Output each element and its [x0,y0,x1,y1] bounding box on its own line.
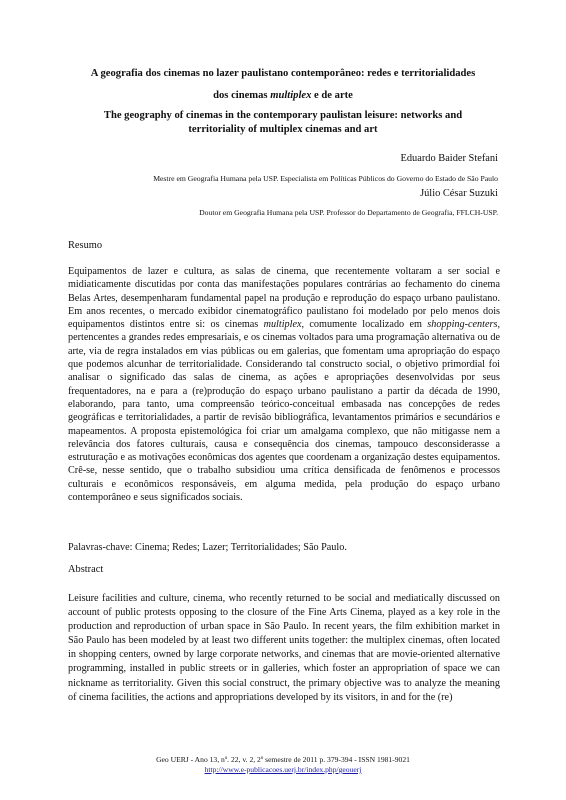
title-english-line-2: territoriality of multiplex cinemas and art [188,124,378,135]
title-pt-line2-pre: dos cinemas [213,90,271,101]
title-english-line-1: The geography of cinemas in the contemporary paulistan leisure: networks and [103,110,463,121]
title-pt-line2-italic: multiplex [270,90,312,101]
keywords: Palavras-chave: Cinema; Redes; Lazer; Territorialidades; São Paulo. [68,542,347,553]
title-portuguese-line-2 [68,89,498,103]
resumo-text-1: Equipamentos de lazer e cultura, as salas de cinema, que recentemente voltaram a ser social e midiaticamente discutidas por conta das manifestações populares contrárias ao fechamento do cinema Belas Artes, desempenharam fundamental papel na produção e reprodução do espaço urbano paulistano. Em anos recentes, o mercado exibidor cinematográfico paulistano foi modelado por pelo menos dois equipamentos distintos entre si: os cinemas [68,266,500,331]
author-name-1: Eduardo Baider Stefani [400,153,498,164]
title-portuguese-line-1: A geografia dos cinemas no lazer paulistano contemporâneo: redes e territorialidades [90,68,476,79]
resumo-text-2: , comumente localizado em [301,319,428,331]
author-name-2: Júlio César Suzuki [420,188,498,199]
journal-url-line [0,765,566,775]
title-english [68,109,498,137]
journal-url-link[interactable]: http://www.e-publicacoes.uerj.br/index.php/geouerj [204,765,362,774]
resumo-body [68,265,500,504]
journal-citation: Geo UERJ - Ano 13, nº. 22, v. 2, 2º semestre de 2011 p. 379-394 - ISSN 1981-9021 [156,755,410,764]
resumo-text-3: , pertencentes a grandes redes empresariais, e os cinemas voltados para uma programação alternativa ou de arte, via de regra instalados em vias públicas ou em galerias, que fomentam uma apropriação do espaço que podemos alcunhar de territorialidade. Considerando tal constructo social, o objetivo primordial foi analisar o significado das salas de cinema, as ações e apropriações desenvolvidas por seus frequentadores, na e para a (re)produção do espaço urbano paulistano a partir da década de 1990, elaborando, para tanto, uma compreensão teórico-conceitual embasada nas concepções de redes geográficas e territorialidades, a partir de revisão bibliográfica, levantamentos primários e secundários e mapeamentos. A proposta epistemológica foi criar um amalgama complexo, que não mitigasse nem a relevância dos fatores culturais, causa e consequência dos cinemas, tampouco desconsiderasse a estruturação e as motivações econômicas dos agentes que coordenam a organização destes equipamentos. Crê-se, nesse sentido, que o trabalho subsidiou uma crítica densificada de fenômenos e processos culturais e econômicos responsáveis, em alguma medida, pela produção do espaço urbano contemporâneo e seus significados sociais. [68,319,500,504]
author-affiliation-2: Doutor em Geografia Humana pela USP. Professor do Departamento de Geografia, FFLCH-USP. [199,208,498,217]
resumo-heading: Resumo [68,240,103,251]
author-affiliation-1: Mestre em Geografia Humana pela USP. Especialista em Políticas Públicos do Governo do Estado de São Paulo [153,174,498,183]
abstract-heading: Abstract [68,564,104,575]
resumo-emphasis-multiplex: multiplex [263,319,302,331]
title-pt-line2-post: e de arte [311,90,353,101]
resumo-emphasis-shopping-centers: shopping-centers [427,319,498,331]
abstract-body: Leisure facilities and culture, cinema, who recently returned to be social and mediatically discussed on account of public protests opposing to the closure of the Fine Arts Cinema, played as a key role in the production and reproduction of urban space in São Paulo. In recent years, the film exhibition market in São Paulo has been modeled by at least two different units together: the multiplex cinemas, often located in shopping centers, owned by large corporate networks, and cinemas that are movie-oriented alternative programming, installed in public streets or in galleries, which foster an appropriation of space we can nickname as territoriality. Given this social construct, the primary objective was to analyze the meaning of cinema facilities, the actions and appropriations developed by its visitors, in and for the (re) [68,593,500,703]
